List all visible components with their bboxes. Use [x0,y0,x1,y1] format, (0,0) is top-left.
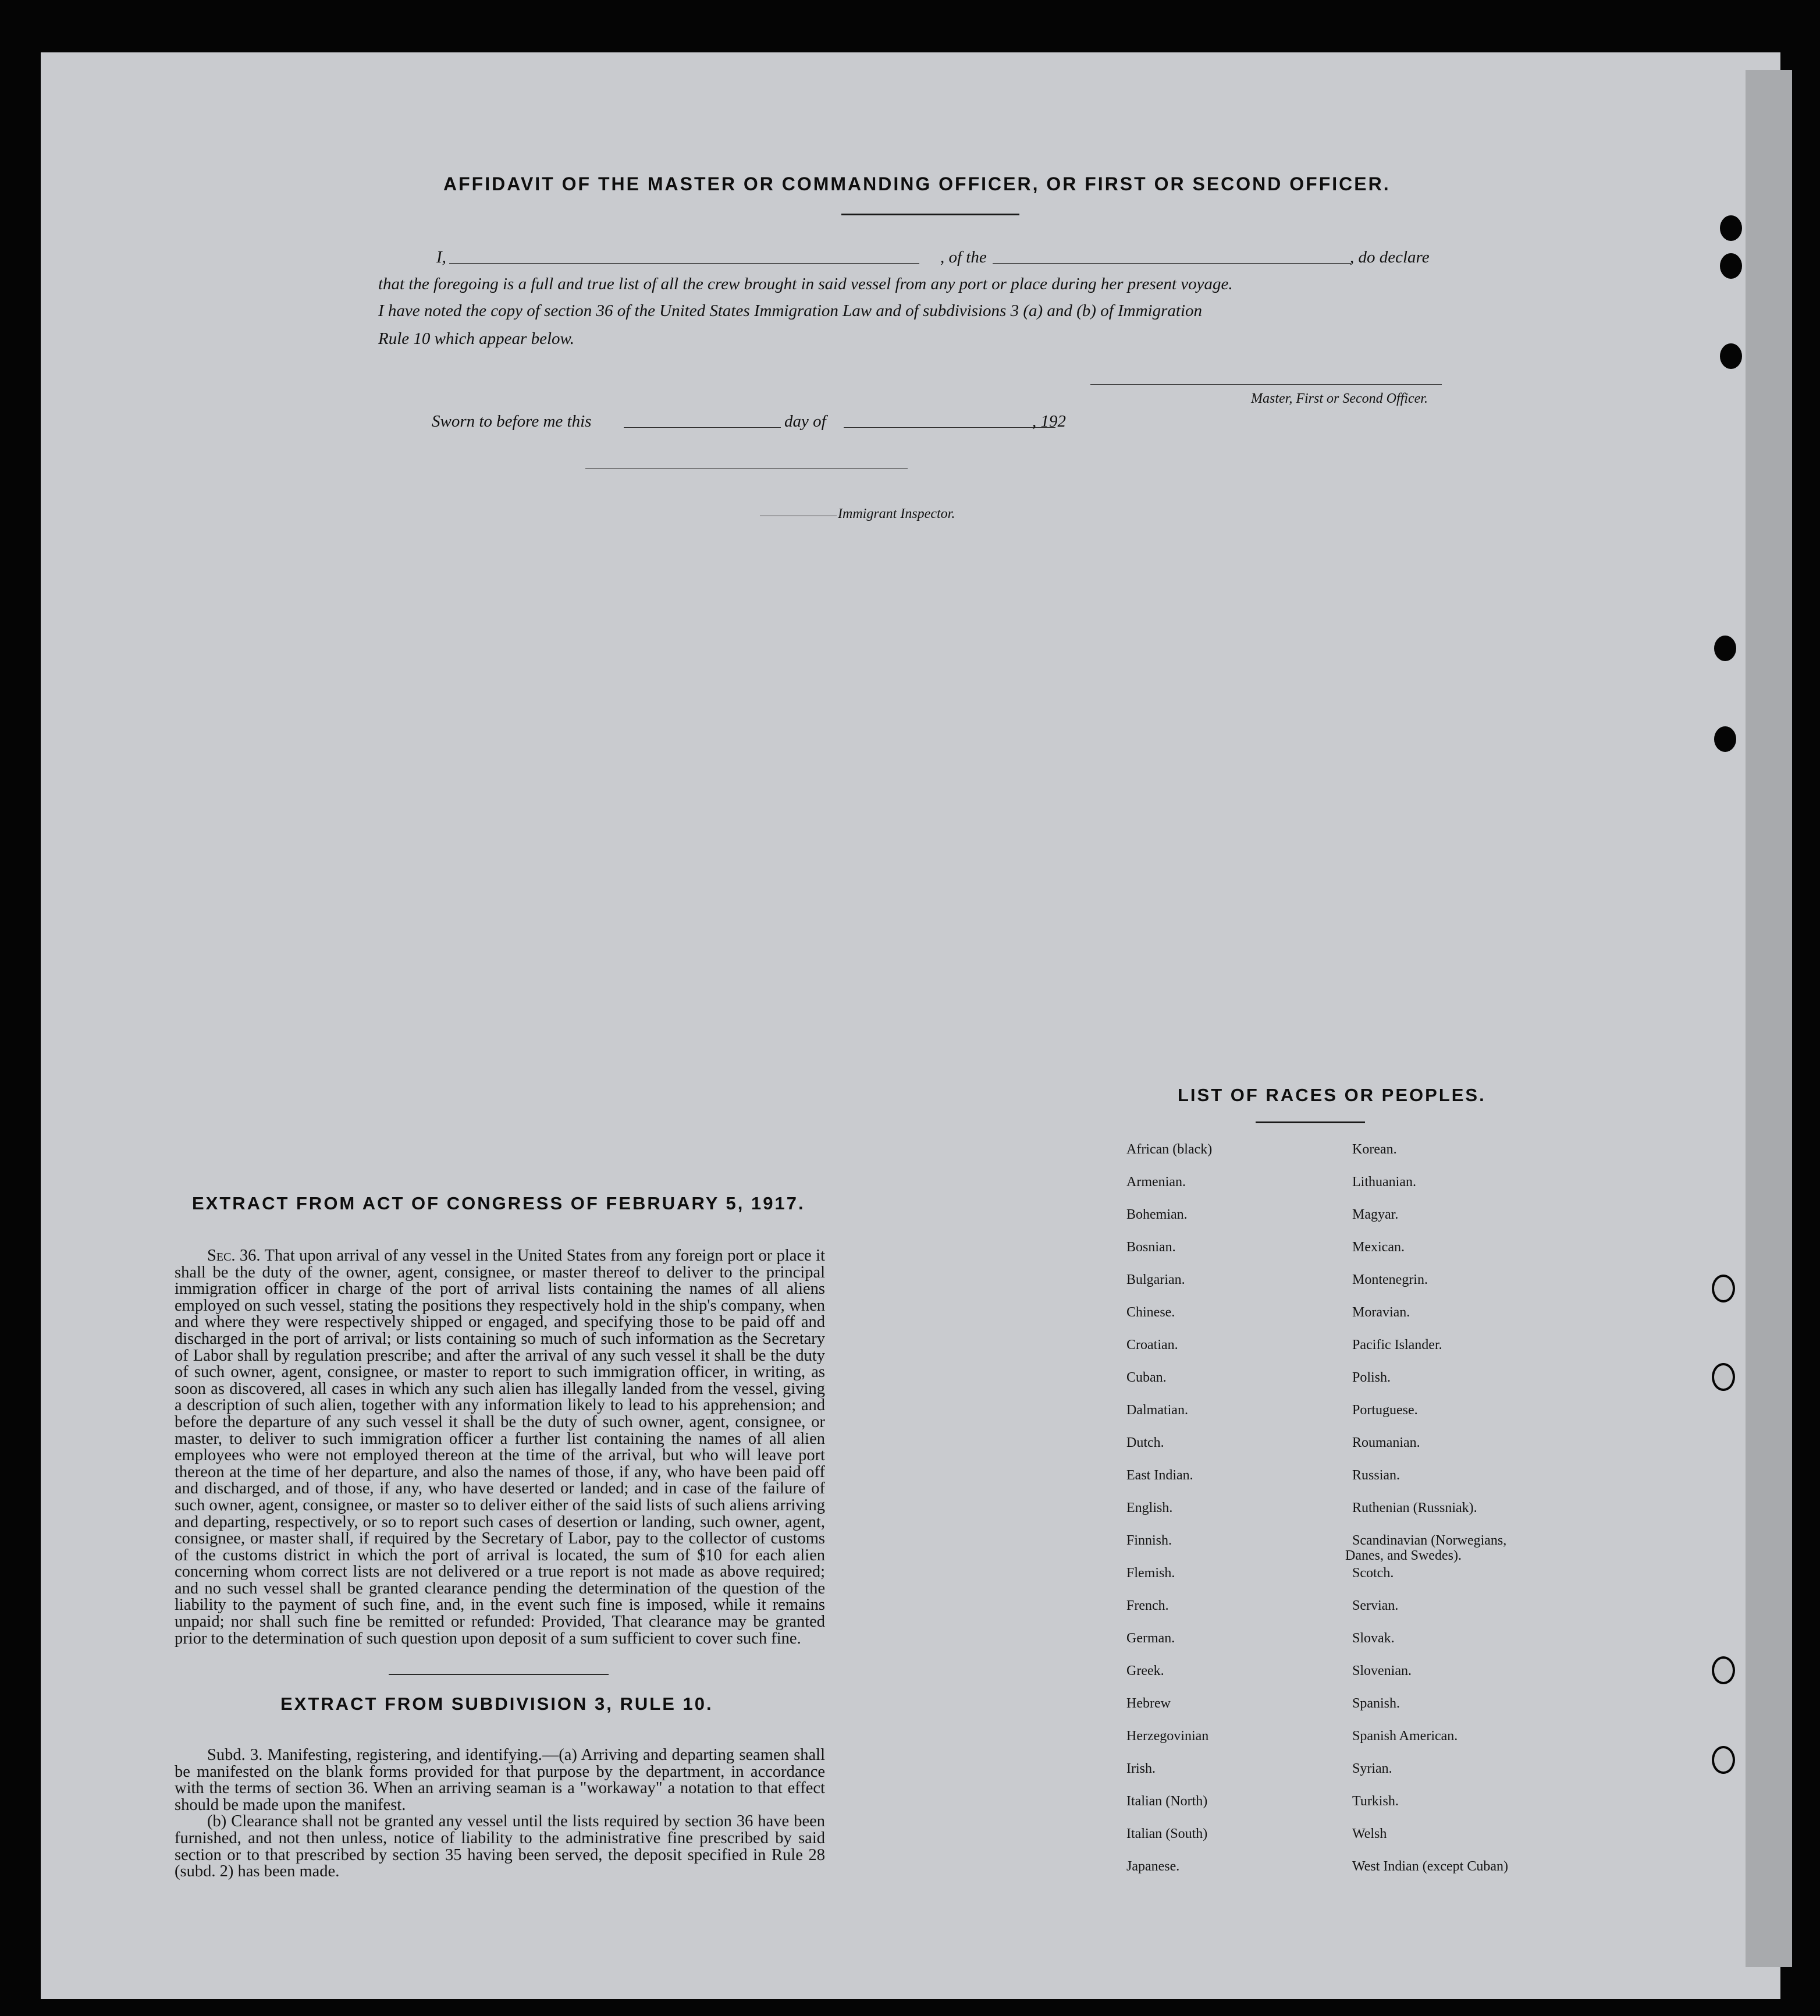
subdivision-paragraph-b [175,1813,825,1880]
subd-line: Rule 28 (subd. 2) has been made. [175,1845,826,1881]
master-caption: Master, First or Second Officer. [1251,391,1428,406]
race-item: Cuban. [1126,1370,1167,1385]
race-item: African (black) [1126,1142,1213,1157]
race-item: Japanese. [1126,1859,1180,1874]
binder-hole [1720,343,1742,369]
binder-hole [1720,253,1742,279]
act-line: place it shall be the duty of the owner, agent, consignee, or master thereof to deliver to the [175,1247,825,1282]
race-item: Bohemian. [1126,1207,1188,1222]
race-item: Russian. [1352,1468,1400,1483]
subd-line: shall be manifested on the blank forms provided for that purpose by the department, in [175,1746,826,1781]
race-item: Flemish. [1126,1566,1175,1581]
binder-hole [1712,1656,1735,1684]
race-item: Bosnian. [1126,1240,1176,1255]
act-line: either of the said lists of such aliens arriving and departing, respectively, or so to report such [175,1496,825,1531]
race-item: Irish. [1126,1761,1156,1776]
act-line: it shall be the duty of such owner, agent, consignee, or master to report to such immigration [175,1346,825,1382]
race-item: Spanish. [1352,1696,1400,1711]
race-item: Chinese. [1126,1305,1175,1320]
race-item: Italian (South) [1126,1826,1208,1841]
race-item: Bulgarian. [1126,1272,1185,1287]
subd-line: to that effect should be made upon the manifest. [175,1779,825,1814]
binder-hole [1720,215,1742,241]
race-item: Korean. [1352,1142,1397,1157]
race-item: French. [1126,1598,1169,1613]
race-item: Pacific Islander. [1352,1337,1442,1353]
act-line: as the Secretary of Labor shall by regulation prescribe; and after the arrival of any such vessel [175,1329,826,1365]
act-line: arrival, but who will leave port thereon at the time of her departure, and also the names of [175,1446,825,1481]
sworn-day-line[interactable] [624,427,781,428]
race-item: Moravian. [1352,1305,1410,1320]
subdivision-extract-title: EXTRACT FROM SUBDIVISION 3, RULE 10. [280,1694,713,1714]
sworn-prefix: Sworn to before me this [432,412,592,431]
act-line: question upon deposit of a sum sufficient to cover such fine. [401,1629,801,1648]
act-line: aliens employed on such vessel, stating the positions they respectively hold in the ship's [175,1280,826,1315]
race-item: Danes, and Swedes). [1345,1548,1462,1563]
act-extract-divider [389,1674,609,1675]
affidavit-of-the: , of the [940,248,987,267]
affidavit-i: I, [436,248,446,267]
race-item: East Indian. [1126,1468,1193,1483]
race-item: Roumanian. [1352,1435,1420,1450]
subdivision-extract-body [175,1747,825,1880]
act-line: That upon arrival of any vessel in the United States from any foreign port or [264,1247,773,1265]
race-item: Spanish American. [1352,1728,1458,1744]
act-line: from the vessel, giving a description of such alien, together with any information likely to [175,1379,825,1415]
sworn-year: , 192 [1032,412,1066,431]
subd-line: accordance with the terms of section 36. When an arriving seaman is a "workaway" a notation [175,1762,826,1798]
race-item: English. [1126,1500,1173,1515]
subdivision-paragraph-a [175,1747,825,1813]
affidavit-line-2: that the foregoing is a full and true list of all the crew brought in said vessel from any port or place during her present voyage. [378,275,1233,293]
act-line: such owner, agent, consignee, or master, to deliver to such immigration officer a further list [175,1412,825,1448]
race-item: Croatian. [1126,1337,1178,1353]
act-extract-title: EXTRACT FROM ACT OF CONGRESS OF FEBRUARY 5, 1917. [192,1193,805,1213]
act-line: Secretary of Labor, pay to the collector of customs of the customs district in which the port of [175,1529,825,1564]
name-field-line[interactable] [449,263,919,264]
race-item: Magyar. [1352,1207,1399,1222]
race-item: Mexican. [1352,1240,1405,1255]
inspector-caption: Immigrant Inspector. [838,506,955,521]
race-item: Armenian. [1126,1174,1186,1190]
race-item: Dutch. [1126,1435,1164,1450]
sworn-month-line[interactable] [844,427,1055,428]
act-line: company, when and where they were respectively shipped or engaged, and specifying those to be [175,1296,826,1332]
back-sheet-edge [1746,70,1792,1967]
binder-hole [1714,726,1736,752]
race-item: Lithuanian. [1352,1174,1416,1190]
act-line: paid off and discharged in the port of arrival; or lists containing so much of such information [175,1313,826,1348]
affidavit-line-3: I have noted the copy of section 36 of the United States Immigration Law and of subdivisions 3 (a) and (b) of Immigration [378,301,1203,320]
sec-36-label: Sec. 36. [207,1247,261,1265]
binder-hole [1712,1746,1735,1774]
race-item: Slovak. [1352,1631,1395,1646]
binder-hole [1714,636,1736,661]
act-line: or a true report is not made as above required; and no such vessel shall be granted clearance [175,1563,825,1598]
sworn-day-of: day of [784,412,826,431]
act-extract-body [175,1248,825,1647]
affidavit-line-4: Rule 10 which appear below. [378,329,574,348]
races-title-rule [1256,1121,1365,1123]
act-line: officer, in writing, as soon as discovered, all cases in which any such alien has illegally landed [175,1363,825,1398]
act-line: containing the names of all alien employees who were not employed thereon at the time of the [175,1429,826,1465]
vessel-field-line[interactable] [993,263,1351,264]
race-item: Hebrew [1126,1696,1171,1711]
affidavit-title: AFFIDAVIT OF THE MASTER OR COMMANDING OFFICER, OR FIRST OR SECOND OFFICER. [443,173,1391,194]
subd-line: Subd. 3. Manifesting, registering, and identifying.—(a) Arriving and departing seamen [207,1746,789,1764]
act-line: cases of desertion or landing, such owner, agent, consignee, or master shall, if required by the [175,1513,826,1548]
race-item: West Indian (except Cuban) [1352,1859,1508,1874]
race-item: Servian. [1352,1598,1399,1613]
race-item: Welsh [1352,1826,1387,1841]
subd-line: by said section or to that prescribed by section 35 having been served, the deposit specified in [175,1829,825,1864]
race-item: German. [1126,1631,1175,1646]
master-signature-line[interactable] [1090,384,1442,385]
act-line: those, if any, who have been paid off and discharged, and of those, if any, who have deserted [175,1463,826,1498]
section-36-paragraph [175,1248,825,1647]
act-line: principal immigration officer in charge of the port of arrival lists containing the names of all [175,1263,826,1298]
race-item: Italian (North) [1126,1794,1208,1809]
race-item: Greek. [1126,1663,1164,1678]
subd-line: (b) Clearance shall not be granted any vessel until the lists required by section 36 have [207,1812,790,1831]
race-item: Portuguese. [1352,1403,1418,1418]
affidavit-do-declare: , do declare [1350,248,1430,267]
race-item: Dalmatian. [1126,1403,1188,1418]
subd-line: been furnished, and not then unless, notice of liability to the administrative fine prescribed [175,1812,825,1847]
act-line: or refunded: Provided, That clearance may be granted prior to the determination of such [175,1613,826,1648]
race-item: Turkish. [1352,1794,1399,1809]
race-item: Montenegrin. [1352,1272,1428,1287]
act-line: in the event such fine is imposed, while it remains unpaid; nor shall such fine be remitted [175,1596,825,1631]
binder-hole [1712,1363,1735,1391]
race-item: Ruthenian (Russniak). [1352,1500,1477,1515]
act-line: pending the determination of the question of the liability to the payment of such fine, and, [175,1579,825,1614]
race-item: Slovenian. [1352,1663,1412,1678]
race-item: Polish. [1352,1370,1391,1385]
affidavit-title-rule [841,214,1019,215]
race-item: Syrian. [1352,1761,1392,1776]
races-title: LIST OF RACES OR PEOPLES. [1178,1085,1486,1105]
act-line: or landed; and in case of the failure of such owner, agent, consignee, or master so to deliver [175,1479,826,1514]
race-item: Scotch. [1352,1566,1394,1581]
race-item: Finnish. [1126,1533,1172,1548]
act-line: lead to his apprehension; and before the departure of any such vessel it shall be the duty of [175,1396,825,1431]
act-line: arrival is located, the sum of $10 for each alien concerning whom correct lists are not delivered [175,1546,825,1581]
race-item: Herzegovinian [1126,1728,1209,1744]
race-item: Scandinavian (Norwegians, [1352,1533,1507,1548]
binder-hole [1712,1275,1735,1302]
